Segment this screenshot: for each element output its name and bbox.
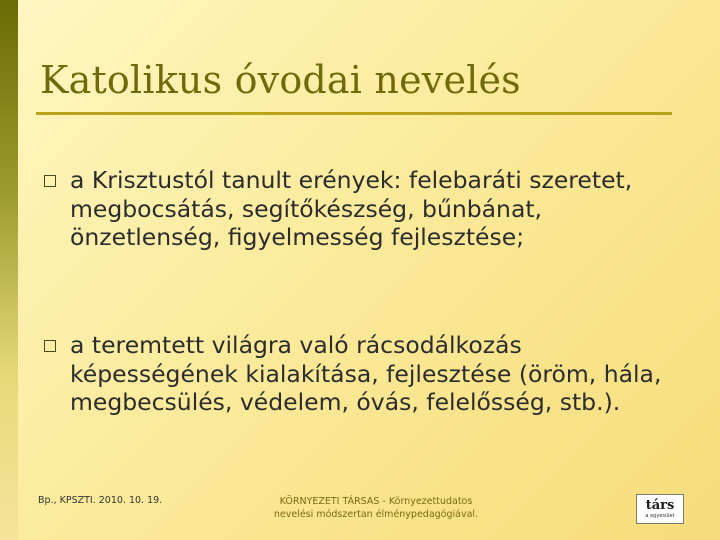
footer-caption-line-1: KÖRNYEZETI TÁRSAS - Környezettudatos [279, 496, 473, 507]
logo-subtext: a egyesület [645, 512, 675, 519]
footer-caption-line-2: nevelési módszertan élménypedagógiával. [273, 509, 479, 520]
footer-caption [250, 495, 502, 521]
square-bullet-icon [44, 175, 56, 187]
bullet-text-1: a Krisztustól tanult erények: felebaráti szeretet, megbocsátás, segítőkészség, bűnbánat, önzetlenség, figyelmesség fejlesztése; [70, 166, 633, 251]
slide-title: Katolikus óvodai nevelés [40, 58, 521, 102]
bullet-text-2: a teremtett világra való rácsodálkozás képességének kialakítása, fejlesztése (öröm, hála, megbecsülés, védelem, óvás, felelősség, stb.). [70, 331, 662, 416]
tars-logo [636, 494, 684, 524]
bullet-item-1 [42, 166, 682, 252]
side-accent-bar [0, 0, 18, 540]
bullet-item-2 [42, 331, 682, 417]
title-divider [36, 112, 672, 115]
logo-wordmark: társ [645, 497, 675, 513]
square-bullet-icon [44, 340, 56, 352]
footer-date: Bp., KPSZTI. 2010. 10. 19. [38, 495, 163, 506]
